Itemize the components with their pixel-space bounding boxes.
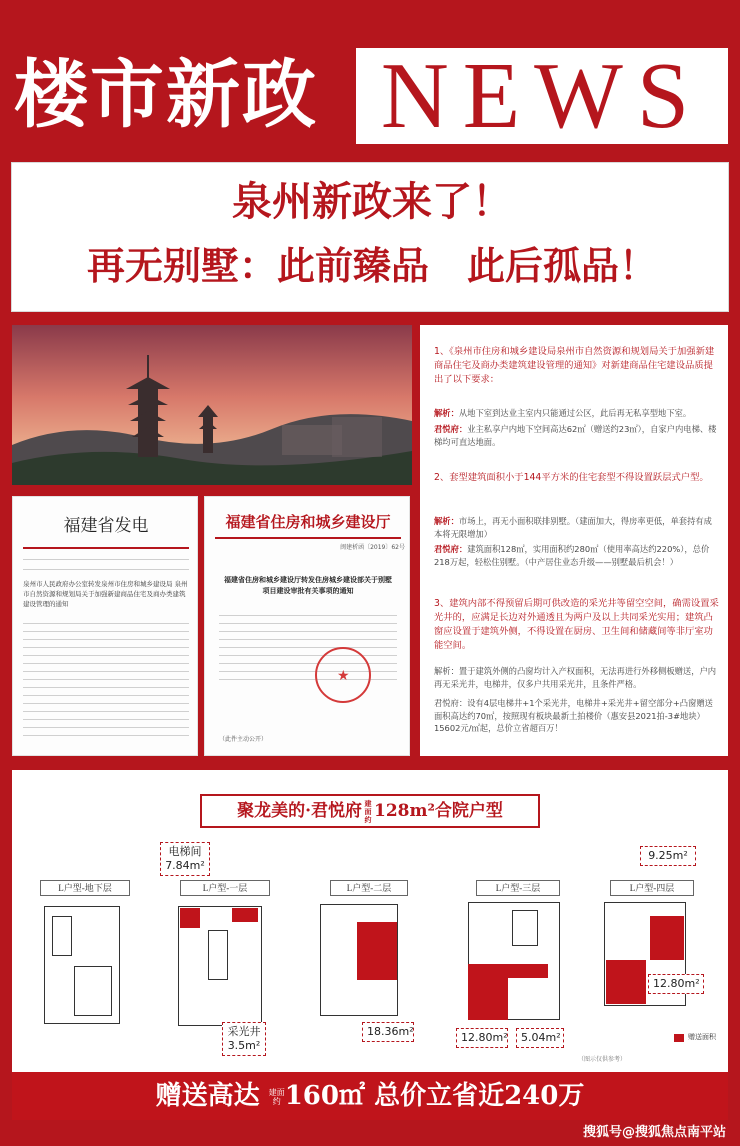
promo-area-tag: 建面约: [268, 1088, 285, 1106]
gifted-area: [468, 964, 508, 1020]
promo-prefix: 赠送高达: [155, 1081, 260, 1111]
analysis-text: 市场上，再无小面积联排别墅。（建面加大，得房率更低，单套持有成本将无限增加）: [434, 516, 712, 539]
area-callout-3f-a: 12.80m²: [456, 1028, 508, 1048]
document-title: 福建省发电: [63, 516, 149, 536]
policy-item-1-junyue: [434, 423, 720, 448]
floor-plan-title: [200, 794, 540, 828]
gifted-area: [232, 908, 258, 922]
analysis-text: 从地下室到达业主室内只能通过公区，此后再无私享型地下室。: [458, 408, 692, 418]
legend-label: 赠送面积: [688, 1033, 716, 1041]
staircase: [208, 930, 228, 980]
policy-item-2-analysis: [434, 515, 720, 540]
headline-line-1: 泉州新政来了！: [232, 178, 512, 225]
housing-department-document: [204, 496, 410, 756]
document-subject: 福建省住房和城乡建设厅转发住房城乡建设部关于别墅项目建设审批有关事项的通知: [224, 576, 392, 595]
area-callout-4f: 12.80m²: [648, 974, 704, 994]
gifted-area: [180, 908, 200, 928]
masthead-title-en: NEWS: [356, 48, 728, 144]
area-tag: 建面约: [364, 798, 372, 824]
promo-area: 160㎡: [284, 1081, 365, 1111]
bathroom: [512, 910, 538, 946]
promo-ribbon: [12, 1072, 728, 1120]
elevator-callout: [160, 842, 210, 876]
floor-label-3f: L户型-三层: [476, 880, 560, 896]
promo-text: [12, 1072, 728, 1120]
basement-room: [74, 966, 112, 1016]
document-subject: 泉州市人民政府办公室转发泉州市住房和城乡建设局 泉州市自然资源和规划局关于加强新建商品住宅及商办类建筑建设管理的通知: [23, 580, 188, 608]
policy-item-2: 2、套型建筑面积小于144平方米的住宅套型不得设置跃层式户型。: [434, 472, 709, 483]
promo-suffix: 总价立省近240万: [374, 1081, 585, 1111]
floor-label-2f: L户型-二层: [330, 880, 408, 896]
junyue-text: 建筑面积128㎡，实用面积约280㎡（使用率高达约220%），总价218万起，轻松住别墅。（中产居住业态升级——别墅最后机会！）: [434, 544, 710, 567]
analysis-label: 解析：: [434, 516, 459, 526]
pagoda-photo: [12, 325, 412, 485]
watermark: 搜狐号@搜狐焦点南平站: [582, 1125, 726, 1140]
divider: [23, 559, 189, 560]
gifted-area: [606, 960, 646, 1004]
junyue-label: 君悦府：: [434, 424, 468, 434]
document-body-lines: [23, 623, 189, 743]
policy-analysis-panel: [420, 325, 728, 756]
junyue-label: 君悦府：: [434, 544, 468, 554]
light-well-callout: [222, 1022, 266, 1056]
area-callout-4f-top: 9.25m²: [640, 846, 696, 866]
divider: [23, 569, 189, 570]
header-rule: [23, 547, 189, 549]
gifted-area: [508, 964, 548, 978]
floor-label-1f: L户型-一层: [180, 880, 270, 896]
project-name: 聚龙美的·君悦府: [237, 801, 362, 821]
headline-line-2: 再无别墅：此前臻品 此后孤品！: [86, 243, 657, 288]
gifted-area: [357, 922, 397, 980]
document-title: 福建省住房和城乡建设厅: [225, 513, 391, 531]
floor-label-basement: L户型-地下层: [40, 880, 130, 896]
official-seal: ★: [315, 647, 371, 703]
policy-item-3-junyue: 君悦府：设有4层电梯井+1个采光井，电梯井+采光井+留空部分+凸窗赠送面积高达约70㎡，按照现有板块最新土拍楼价（惠安县2021拍-3#地块）15602元/㎡起，总价立省超百万！: [434, 698, 713, 733]
policy-item-3-analysis: 解析：置于建筑外侧的凸窗均计入产权面积，无法再进行外移侧板赠送，户内再无采光井，电梯井，仅多户共用采光井，且条件严格。: [434, 666, 717, 689]
area-callout-3f-b: 5.04m²: [516, 1028, 564, 1048]
callout-area: 3.5m²: [227, 1039, 261, 1052]
area-callout-2f: 18.36m²: [362, 1022, 414, 1042]
callout-area: 7.84m²: [165, 859, 205, 872]
basement-room: [52, 916, 72, 956]
document-number: 闽建析函〔2019〕62号: [340, 544, 405, 551]
unit-type: 128m²合院户型: [374, 801, 503, 821]
plan-note: （图示仅供参考）: [578, 1056, 627, 1063]
callout-label: 电梯间: [168, 845, 202, 858]
header-rule: [215, 537, 401, 539]
headline-box: [12, 163, 728, 311]
policy-item-1: 1、《泉州市住房和城乡建设局泉州市自然资源和规划局关于加强新建商品住宅及商办类建筑建设管理的通知》对新建商品住宅建设品质提出了以下要求：: [434, 346, 715, 385]
legend-swatch: [674, 1034, 684, 1042]
document-footer: （此件主动公开）: [219, 736, 268, 743]
junyue-text: 业主私享户内地下空间高达62㎡（赠送约23㎡），自家户内电梯、楼梯均可直达地面。: [434, 424, 717, 447]
callout-label: 采光井: [227, 1025, 261, 1038]
policy-item-1-analysis: [434, 407, 720, 420]
masthead-title-cn: 楼市新政: [14, 52, 318, 138]
floor-label-4f: L户型-四层: [610, 880, 694, 896]
analysis-label: 解析：: [434, 408, 459, 418]
policy-item-3: 3、建筑内部不得预留后期可供改造的采光井等留空空间，确需设置采光井的，应满足长边对外通透且为两户及以上共同采光实用；建筑凸窗应设置于建筑外侧，不得设置在厨房、卫生间和储藏间等非厅室功能空间。: [434, 598, 719, 651]
provincial-notice-document: [12, 496, 198, 756]
floor-plan-panel: [12, 770, 728, 1084]
policy-item-2-junyue: [434, 543, 720, 568]
gifted-area: [650, 916, 684, 960]
